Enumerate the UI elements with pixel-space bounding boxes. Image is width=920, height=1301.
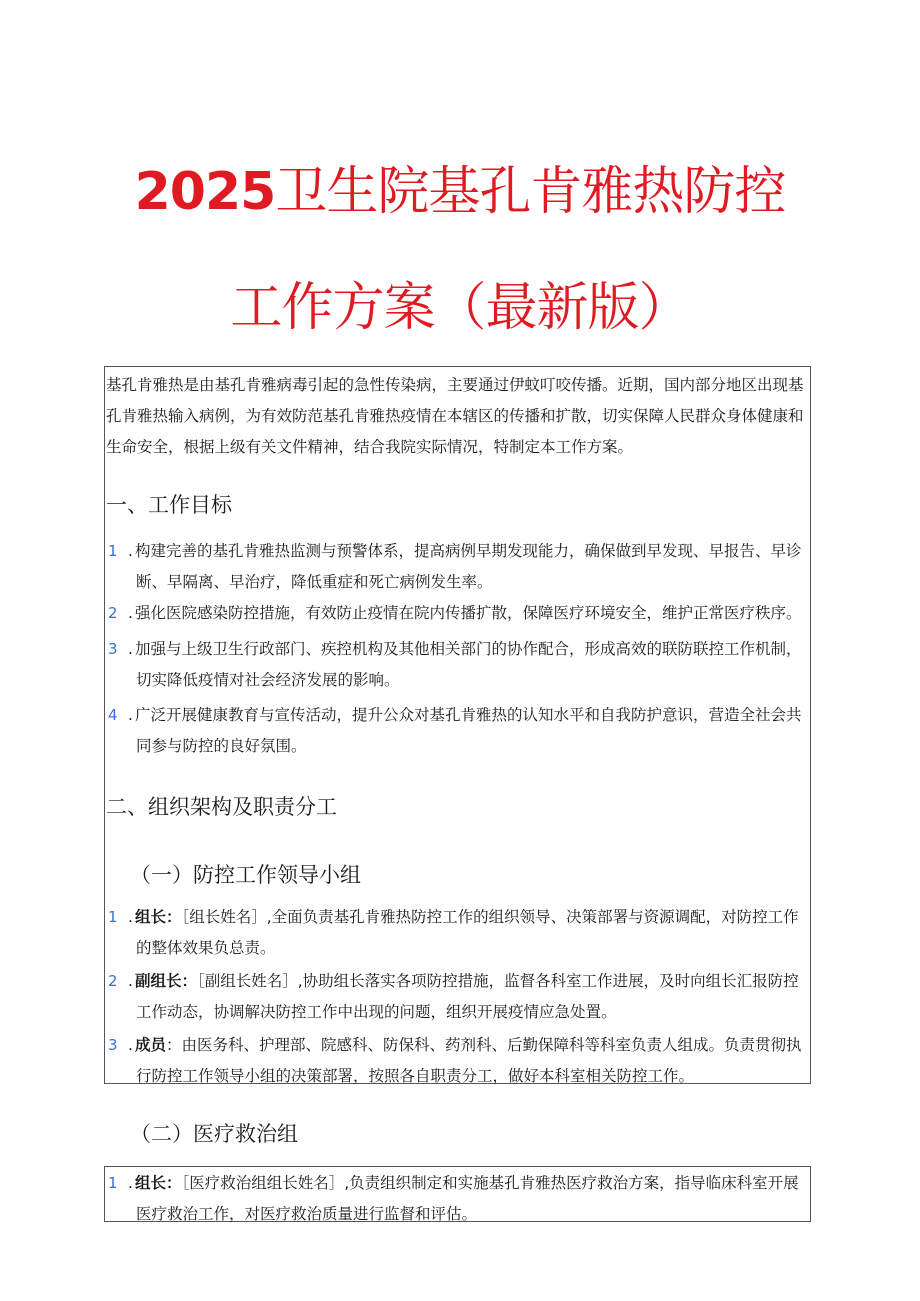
- item-text: 加强与上级卫生行政部门、疾控机构及其他相关部门的协作配合，形成高效的联防联控工作机制，切实降低疫情对社会经济发展的影响。: [134, 640, 802, 689]
- item-number: 3: [108, 640, 118, 658]
- item-text: ［副组长姓名］,协助组长落实各项防控措施，监督各科室工作进展，及时向组长汇报防控工作动态，协调解决防控工作中出现的问题，组织开展疫情应急处置。: [136, 972, 799, 1021]
- goal-item: 1 . 构建完善的基孔肯雅热监测与预警体系，提高病例早期发现能力，确保做到早发现、早报告、早诊断、早隔离、早治疗，降低重症和死亡病例发生率。: [106, 536, 810, 598]
- role-label: 组长：: [134, 908, 182, 926]
- intro-paragraph: 基孔肯雅热是由基孔肯雅病毒引起的急性传染病，主要通过伊蚊叮咬传播。近期，国内部分地区出现基孔肯雅热输入病例，为有效防范基孔肯雅热疫情在本辖区的传播和扩散，切实保障人民群众身体健康和生命安全，根据上级有关文件精神，结合我院实际情况，特制定本工作方案。: [106, 376, 804, 456]
- item-text: ：由医务科、护理部、院感科、防保科、药剂科、后勤保障科等科室负责人组成。负责贯彻执行防控工作领导小组的决策部署，按照各自职责分工，做好本科室相关防控工作。: [136, 1036, 802, 1085]
- role-label: 副组长：: [134, 972, 197, 990]
- item-number: 2: [108, 972, 118, 990]
- item-number: 3: [108, 1036, 118, 1054]
- subsection-heading-treatment: （二）医疗救治组: [130, 1122, 298, 1146]
- document-title-line2: 工作方案（最新版）: [230, 278, 690, 338]
- item-number: 4: [108, 706, 118, 724]
- item-number: 1: [108, 908, 118, 926]
- role-label: 组长：: [134, 1174, 182, 1192]
- item-text: ［医疗救治组组长姓名］,负责组织制定和实施基孔肯雅热医疗救治方案，指导临床科室开展医疗救治工作，对医疗救治质量进行监督和评估。: [136, 1174, 799, 1223]
- section-heading-organization: 二、组织架构及职责分工: [106, 795, 337, 819]
- subsection-heading-leadership: （一）防控工作领导小组: [130, 863, 361, 887]
- item-text: 广泛开展健康教育与宣传活动，提升公众对基孔肯雅热的认知水平和自我防护意识，营造全社会共同参与防控的良好氛围。: [134, 706, 802, 755]
- title-text: 卫生院基孔肯雅热防控: [275, 162, 786, 222]
- item-number: 2: [108, 604, 118, 622]
- item-text: ［组长姓名］,全面负责基孔肯雅热防控工作的组织领导、决策部署与资源调配，对防控工作的整体效果负总责。: [136, 908, 799, 957]
- leadership-item: 3 . 成员：由医务科、护理部、院感科、防保科、药剂科、后勤保障科等科室负责人组成。负责贯彻执行防控工作领导小组的决策部署，按照各自职责分工，做好本科室相关防控工作。: [106, 1030, 810, 1092]
- title-year: 2025: [134, 162, 276, 222]
- item-text: 构建完善的基孔肯雅热监测与预警体系，提高病例早期发现能力，确保做到早发现、早报告、早诊断、早隔离、早治疗，降低重症和死亡病例发生率。: [134, 542, 802, 591]
- leadership-item: 1 . 组长：［组长姓名］,全面负责基孔肯雅热防控工作的组织领导、决策部署与资源调配，对防控工作的整体效果负总责。: [106, 902, 810, 964]
- goal-item: 2 . 强化医院感染防控措施，有效防止疫情在院内传播扩散，保障医疗环境安全，维护正常医疗秩序。: [106, 598, 810, 629]
- document-title-line1: [0, 160, 920, 224]
- treatment-item: 1 . 组长：［医疗救治组组长姓名］,负责组织制定和实施基孔肯雅热医疗救治方案，指导临床科室开展医疗救治工作，对医疗救治质量进行监督和评估。: [106, 1168, 810, 1230]
- item-number: 1: [108, 1174, 118, 1192]
- section-heading-goals: 一、工作目标: [106, 493, 232, 517]
- role-label: 成员: [134, 1036, 166, 1054]
- item-text: 强化医院感染防控措施，有效防止疫情在院内传播扩散，保障医疗环境安全，维护正常医疗秩序。: [134, 604, 802, 622]
- item-number: 1: [108, 542, 118, 560]
- leadership-item: 2 . 副组长：［副组长姓名］,协助组长落实各项防控措施，监督各科室工作进展，及时向组长汇报防控工作动态，协调解决防控工作中出现的问题，组织开展疫情应急处置。: [106, 966, 810, 1028]
- goal-item: 3 . 加强与上级卫生行政部门、疾控机构及其他相关部门的协作配合，形成高效的联防联控工作机制，切实降低疫情对社会经济发展的影响。: [106, 634, 810, 696]
- goal-item: 4 . 广泛开展健康教育与宣传活动，提升公众对基孔肯雅热的认知水平和自我防护意识，营造全社会共同参与防控的良好氛围。: [106, 700, 810, 762]
